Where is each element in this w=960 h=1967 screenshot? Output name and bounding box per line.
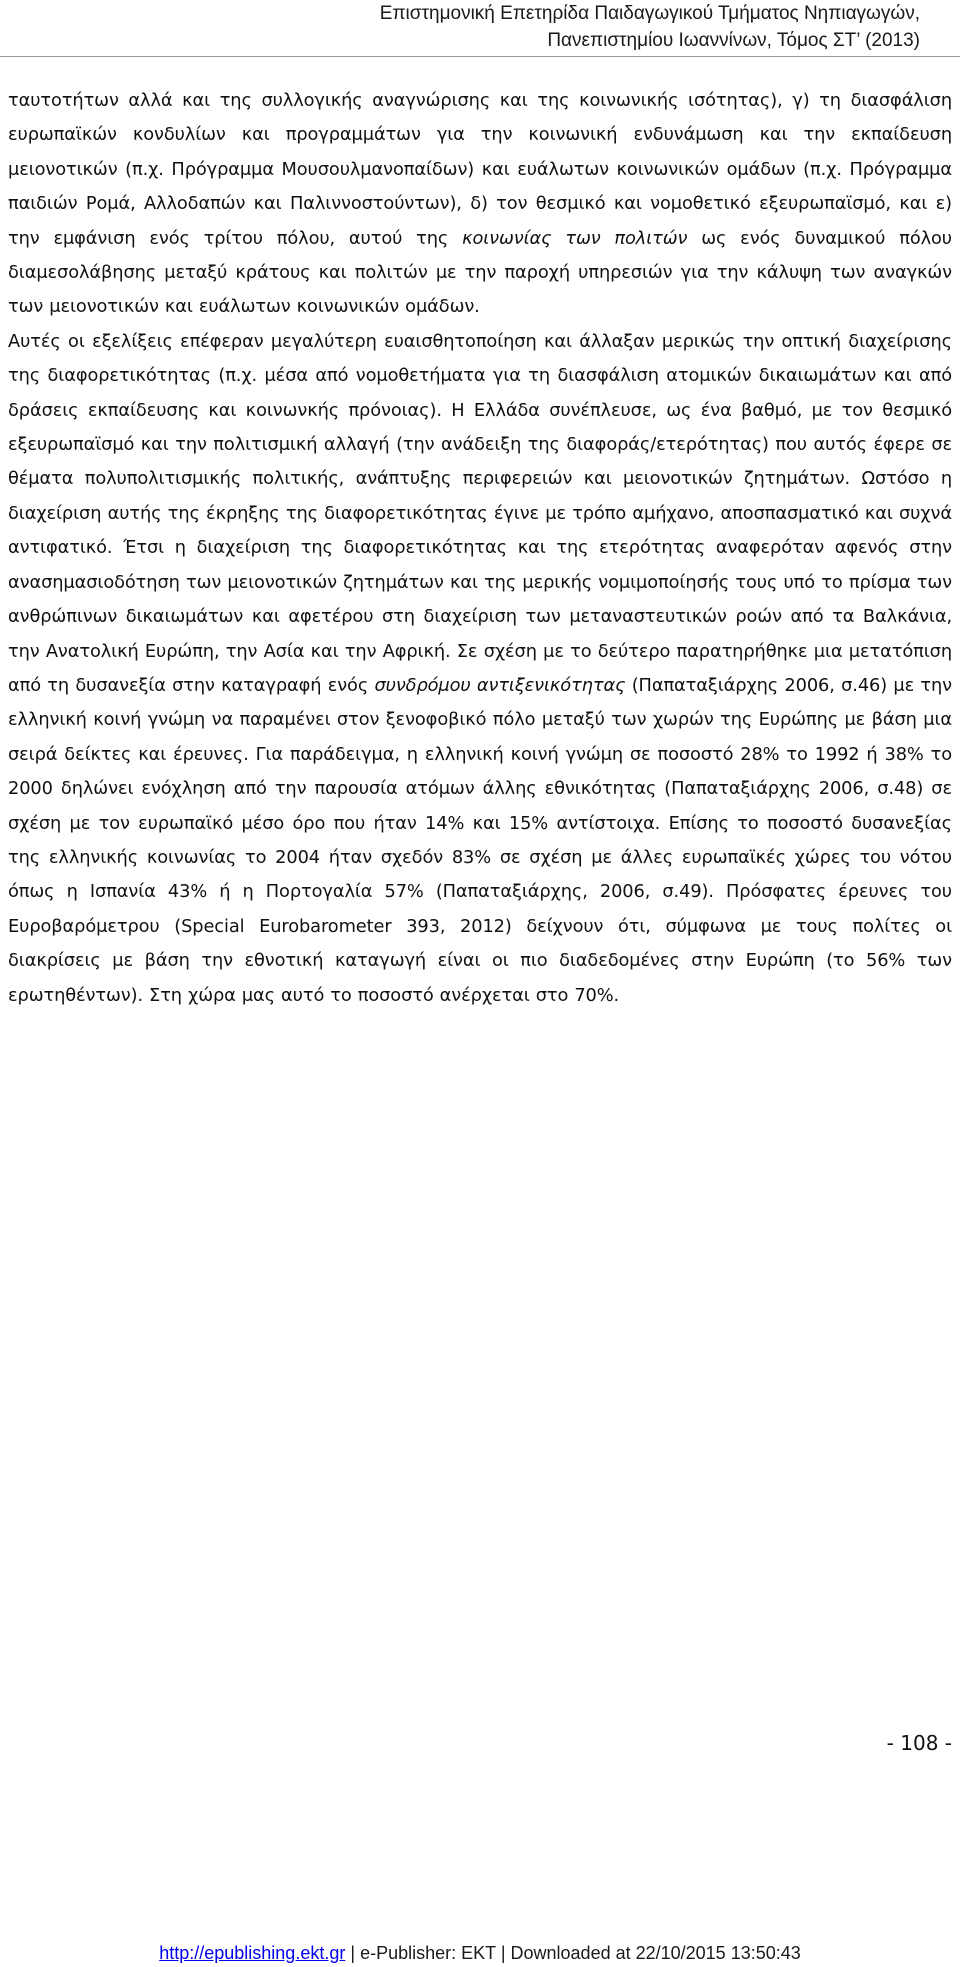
footer-downloaded: Downloaded at 22/10/2015 13:50:43 [510,1943,801,1963]
article-body [8,84,952,1013]
running-header [220,0,920,54]
download-footer [0,1942,960,1964]
footer-separator-2: | [500,1943,506,1963]
paragraph-2-text-a: Αυτές οι εξελίξεις επέφεραν μεγαλύτερη ευαισθητοποίηση και άλλαξαν μερικώς την οπτική διαχείρισης της διαφορετικότητας (π.χ. μέσα από νομοθετήματα για τη διασφάλιση ατομικών δικαιωμάτων και από δράσεις εκπαίδευσης και κοινωνκής πρόνοιας). Η Ελλάδα συνέπλευσε, ως ένα βαθμό, με τον θεσμικό εξευρωπαϊσμό και την πολιτισμική αλλαγή (την ανάδειξη της διαφοράς/ετερότητας) που αυτός έφερε σε θέματα πολυπολιτισμικής πολιτικής, ανάπτυξης περιφερειών και μειονοτικών ζητημάτων. Ωστόσο η διαχείριση αυτής της έκρηξης της διαφορετικότητας έγινε με τρόπο αμήχανο, αποσπασματικό και συχνά αντιφατικό. Έτσι η διαχείριση της διαφορετικότητας και της ετερότητας αναφερόταν αφενός στην ανασημασιοδότηση των μειονοτικών ζητημάτων και της μερικής νομιμοποίησής τους υπό το πρίσμα των ανθρώπινων δικαιωμάτων και αφετέρου στη διαχείριση των μεταναστευτικών ροών από τα Βαλκάνια, την Ανατολική Ευρώπη, την Ασία και την Αφρική. Σε σχέση με το δεύτερο παρατηρήθηκε μια μετατόπιση από τη δυσανεξία στην καταγραφή ενός [8,330,952,696]
journal-title: Επιστημονική Επετηρίδα Παιδαγωγικού Τμήματος Νηπιαγωγών, [379,3,920,24]
paragraph-2 [8,325,952,1013]
paragraph-2-text-b: (Παπαταξιάρχης 2006, σ.46) με την ελληνική κοινή γνώμη να παραμένει στον ξενοφοβικό πόλο μεταξύ των χωρών της Ευρώπης με βάση μια σειρά δείκτες και έρευνες. Για παράδειγμα, η ελληνική κοινή γνώμη σε ποσοστό 28% το 1992 ή 38% το 2000 δηλώνει ενόχληση από την παρουσία ατόμων άλλης εθνικότητας (Παπαταξιάρχης 2006, σ.48) σε σχέση με τον ευρωπαϊκό μέσο όρο που ήταν 14% και 15% αντίστοιχα. Επίσης το ποσοστό δυσανεξίας της ελληνικής κοινωνίας το 2004 ήταν σχεδόν 83% σε σχέση με άλλες ευρωπαϊκές χώρες του νότου όπως η Ισπανία 43% ή η Πορτογαλία 57% (Παπαταξιάρχης, 2006, σ.49). Πρόσφατες έρευνες του Ευροβαρόμετρου (Special Eurobarometer 393, 2012) δείχνουν ότι, σύμφωνα με τους πολίτες οι διακρίσεις με βάση την εθνοτική καταγωγή είναι οι πιο διαδεδομένες στην Ευρώπη (το 56% των ερωτηθέντων). Στη χώρα μας αυτό το ποσοστό ανέρχεται στο 70%. [8,674,952,1006]
paragraph-1 [8,84,952,325]
journal-issue: Πανεπιστημίου Ιωαννίνων, Τόμος ΣΤ’ (2013) [547,30,920,51]
epublishing-link[interactable]: http://epublishing.ekt.gr [159,1943,346,1963]
paragraph-1-text-b: ως ενός δυναμικού πόλου διαμεσολάβησης μεταξύ κράτους και πολιτών με την παροχή υπηρεσιών για την κάλυψη των αναγκών των μειονοτικών και ευάλωτων κοινωνικών ομάδων. [8,227,952,318]
page-number: - 108 - [886,1731,952,1755]
paragraph-2-emphasis: συνδρόμου αντιξενικότητας [374,674,626,696]
header-divider [0,56,960,57]
footer-publisher: e-Publisher: EKT [360,1943,496,1963]
footer-separator-1: | [350,1943,356,1963]
paragraph-1-emphasis: κοινωνίας των πολιτών [462,227,688,249]
paragraph-1-text-a: ταυτοτήτων αλλά και της συλλογικής αναγνώρισης και της κοινωνικής ισότητας), γ) τη διασφάλιση ευρωπαϊκών κονδυλίων και προγραμμάτων για την κοινωνική ενδυνάμωση και την εκπαίδευση μειονοτικών (π.χ. Πρόγραμμα Μουσουλμανοπαίδων) και ευάλωτων κοινωνικών ομάδων (π.χ. Πρόγραμμα παιδιών Ρομά, Αλλοδαπών και Παλιννοστούντων), δ) τον θεσμικό και νομοθετικό εξευρωπαϊσμό, και ε) την εμφάνιση ενός τρίτου πόλου, αυτού της [8,90,952,249]
